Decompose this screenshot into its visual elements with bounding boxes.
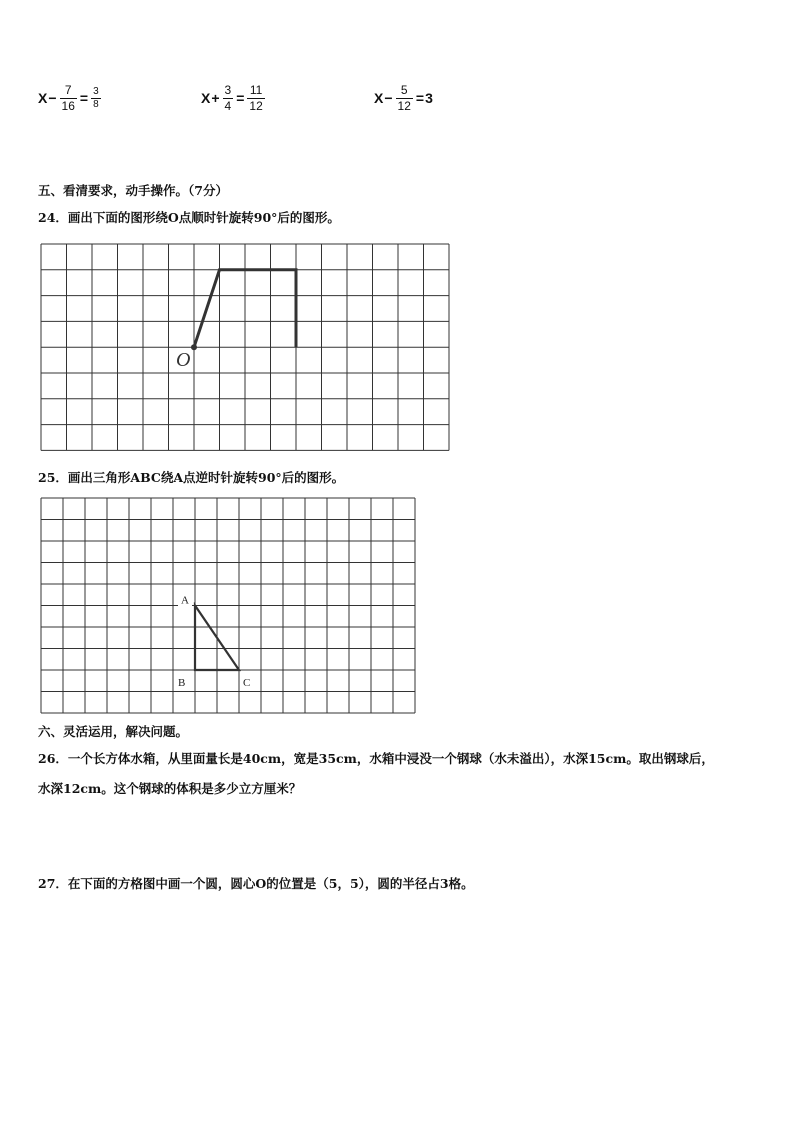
question-24-text: 24．画出下面的图形绕O点顺时针旋转90°后的图形。 [38,210,340,225]
question-27-text: 27．在下面的方格图中画一个圆，圆心O的位置是（5，5），圆的半径占3格。 [38,876,474,891]
eq3-variable: X [374,90,384,106]
eq1-fraction [60,83,77,114]
question-25-text: 25．画出三角形ABC绕A点逆时针旋转90°后的图形。 [38,470,345,485]
eq2-variable: X [201,90,211,106]
q25-vertex-label-c: C [243,677,251,689]
section-5-heading: 五、看清要求，动手操作。（7分） [38,183,228,198]
q25-vertex-label-a: A [181,594,189,607]
eq2-rhs-denominator: 12 [249,98,263,113]
eq1-fraction-denominator: 16 [61,98,75,113]
equation-1 [38,78,103,118]
equation-2 [201,78,267,118]
eq3-equals: = [415,90,425,106]
question-24-grid-figure [40,243,450,453]
eq1-operator: − [48,90,57,106]
eq3-operator: − [384,90,393,106]
question-26-line-2: 水深12cm。这个钢球的体积是多少立方厘米？ [38,781,302,796]
eq1-fraction-numerator: 7 [64,82,72,97]
eq1-variable: X [38,90,48,106]
eq2-rhs-fraction [247,83,264,114]
question-25-grid-figure [40,497,420,717]
eq2-fraction [223,83,234,114]
q25-grid-lines [41,498,415,713]
eq3-fraction-numerator: 5 [400,82,408,97]
section-6-heading: 六、灵活运用，解决问题。 [38,724,189,739]
eq2-fraction-denominator: 4 [224,98,232,113]
eq2-rhs-numerator: 11 [249,82,263,97]
q24-grid-lines [41,244,449,450]
eq2-equals: = [236,90,245,106]
eq1-rhs-fraction [91,86,101,111]
eq3-fraction [396,83,413,114]
q24-pivot-label: O [176,349,191,372]
eq2-fraction-numerator: 3 [224,82,232,97]
q24-pivot-point [191,344,197,350]
eq3-rhs: 3 [425,90,433,106]
eq1-rhs-numerator: 3 [93,85,99,97]
question-26-line-1: 26．一个长方体水箱，从里面量长是40cm，宽是35cm，水箱中浸没一个钢球（水未溢出），水深15cm。取出钢球后， [38,751,714,766]
eq2-operator: + [211,90,220,106]
eq1-rhs-denominator: 8 [93,98,99,110]
eq1-equals: = [79,90,89,106]
eq3-fraction-denominator: 12 [397,98,411,113]
equation-3 [374,78,433,118]
q25-vertex-label-b: B [178,677,186,689]
